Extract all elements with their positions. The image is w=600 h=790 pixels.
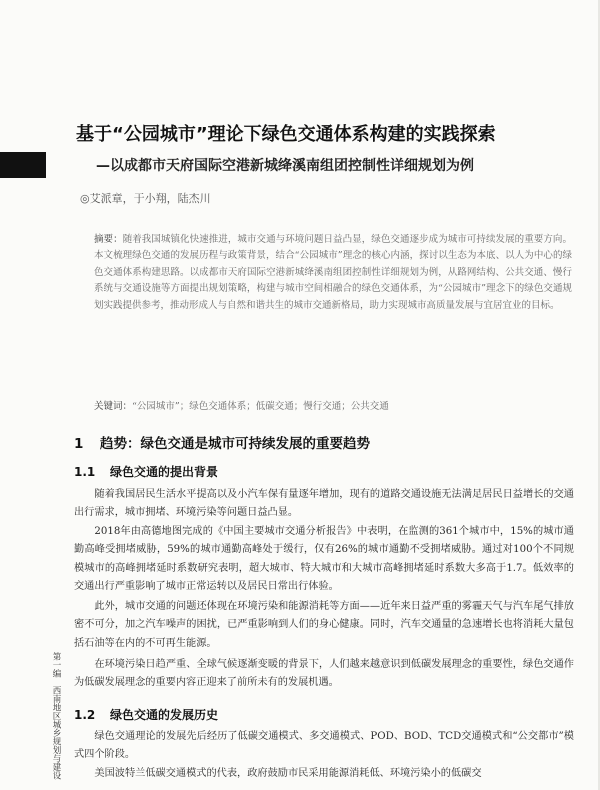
paragraph: 随着我国居民生活水平提高以及小汽车保有量逐年增加，现有的道路交通设施无法满足居民日益增长的交通出行需求，城市拥堵、环境污染等问题日益凸显。 (74, 489, 574, 519)
paper-subtitle: —以成都市天府国际空港新城绛溪南组团控制性详细规划为例 (96, 158, 474, 174)
paragraph: 在环境污染日趋严重、全球气候逐渐变暖的背景下，人们越来越意识到低碳发展理念的重要性，绿色交通作为低碳发展理念的重要内容正迎来了前所未有的发展机遇。 (74, 659, 574, 689)
keywords-text: “公园城市”；绿色交通体系；低碳交通；慢行交通；公共交通 (132, 401, 389, 412)
running-head-sidebar: 第一编 西南地区城乡规划与建设 (51, 652, 61, 780)
abstract-label: 摘要： (94, 234, 123, 245)
section-heading (74, 432, 370, 452)
authors: ◎艾派章，于小翔，陆杰川 (80, 192, 211, 205)
subsection-number: 1.2 (74, 708, 96, 722)
keywords (94, 398, 572, 412)
section-title: 趋势：绿色交通是城市可持续发展的重要趋势 (100, 436, 370, 452)
paragraph: 此外，城市交通的问题还体现在环境污染和能源消耗等方面——近年来日益严重的雾霾天气与汽车尾气排放密不可分，加之汽车噪声的困扰，已严重影响到人们的身心健康。同时，汽车交通量的急速增长也将消耗大量包括石油等在内的不可再生能源。 (74, 601, 574, 649)
abstract-text: 随着我国城镇化快速推进，城市交通与环境问题日益凸显，绿色交通逐步成为城市可持续发展的重要方向。本文梳理绿色交通的发展历程与政策背景，结合“公园城市”理念的核心内涵，探讨以生态为本底、以人为中心的绿色交通体系构建思路。以成都市天府国际空港新城绛溪南组团控制性详细规划为例，从路网结构、公共交通、慢行系统与交通设施等方面提出规划策略，构建与城市空间相融合的绿色交通体系，为“公园城市”理念下的绿色交通规划实践提供参考，推动形成人与自然和谐共生的城市交通新格局，助力实现城市高质量发展与宜居宜业的目标。 (94, 234, 572, 311)
section-marker-bar (0, 152, 46, 178)
paragraph: 绿色交通理论的发展先后经历了低碳交通模式、多交通模式、POD、BOD、TCD交通模式和“公交都市”模式四个阶段。 (74, 731, 574, 761)
paragraph: 美国波特兰低碳交通模式的代表，政府鼓励市民采用能源消耗低、环境污染小的低碳交 (94, 768, 482, 779)
section-number: 1 (74, 436, 84, 452)
subsection-title: 绿色交通的提出背景 (110, 465, 219, 479)
subsection-heading (74, 463, 218, 480)
subsection-number: 1.1 (74, 465, 96, 479)
abstract (94, 232, 572, 314)
keywords-label: 关键词： (94, 401, 133, 412)
subsection-title: 绿色交通的发展历史 (110, 708, 219, 722)
paper-title: 基于“公园城市”理论下绿色交通体系构建的实践探索 (76, 124, 496, 145)
paragraph: 2018年由高德地图完成的《中国主要城市交通分析报告》中表明，在监测的361个城市中，15%的城市通勤高峰受拥堵威胁，59%的城市通勤高峰处于缓行，仅有26%的城市通勤不受拥堵威胁。通过对100个不同规模城市的高峰拥堵延时系数研究表明，超大城市、特大城市和大城市高峰拥堵延时系数大多高于1.7。低效率的交通出行严重影响了城市正常运转以及居民日常出行体验。 (74, 526, 574, 593)
subsection-heading (74, 706, 218, 723)
